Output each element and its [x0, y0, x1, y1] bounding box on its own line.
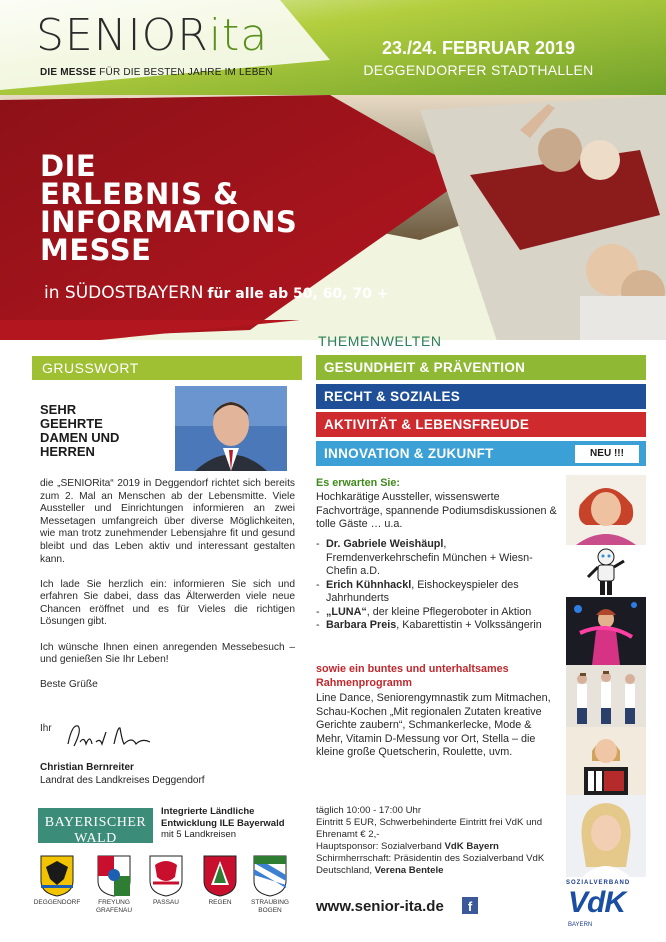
- letter-paragraph: die „SENIORita“ 2019 in Deggendorf richtet sich bereits zum 2. Mal an Menschen ab der Lebensmitte. Viele Aussteller und Einrichtungen informieren an zwei Messetagen umfangreich über diverse Möglichkeiten, wie man trotz zunehmender Lebensjahre fit und gesund bleibt und das Leben aktiv und interessant gestalten kann.: [40, 478, 295, 565]
- crest-label: STRAUBING BOGEN: [251, 899, 289, 914]
- letter-paragraph: Ich wünsche Ihnen einen anregenden Messebesuch – und genießen Sie Ihr Leben!: [40, 641, 295, 666]
- headline: [40, 149, 298, 267]
- new-badge: NEU !!!: [575, 445, 639, 463]
- vdk-logo: SOZIALVERBAND VdK BAYERN: [566, 880, 631, 928]
- signer-name: Christian Bernreiter: [40, 762, 134, 773]
- crest-label: FREYUNG GRAFENAU: [95, 899, 133, 914]
- headline-line: ERLEBNIS &: [40, 177, 239, 211]
- theme-bar: RECHT & SOZIALES: [316, 384, 646, 409]
- patronage: Schirmherrschaft: Präsidentin des Sozialverband VdK Deutschland, Verena Bentele: [316, 853, 545, 876]
- bayerischer-wald-logo: BAYERISCHER WALD DIE HEIMATREGION: [38, 808, 153, 843]
- deggendorf-crest-icon: [40, 855, 74, 897]
- regen-crest-icon: [203, 855, 237, 897]
- entry-fees: Eintritt 5 EUR, Schwerbehinderte Eintritt frei VdK und Ehrenamt € 2,-: [316, 817, 543, 840]
- headline-line: MESSE: [40, 233, 152, 267]
- robot-luna-photo: [566, 545, 646, 597]
- signer-title: Landrat des Landkreises Deggendorf: [40, 775, 205, 786]
- salutation: SEHR GEEHRTE DAMEN UND HERREN: [40, 402, 120, 459]
- main-sponsor: Hauptsponsor: Sozialverband VdK Bayern: [316, 841, 499, 852]
- themenwelten-title: THEMENWELTEN: [318, 333, 442, 349]
- portrait-photo: [175, 386, 287, 471]
- grusswort-label: GRUSSWORT: [42, 360, 139, 376]
- event-date: 23./24. FEBRUAR 2019: [381, 38, 576, 58]
- crest-label: REGEN: [208, 899, 232, 906]
- event-venue: DEGGENDORFER STADTHALLEN: [363, 62, 594, 78]
- opening-hours: täglich 10:00 - 17:00 Uhr: [316, 805, 422, 816]
- age-groups: für alle ab 50, 60, 70 +: [207, 286, 389, 302]
- rahmenprogramm-heading: sowie ein buntes und unterhaltsames Rahmenprogramm: [316, 663, 509, 689]
- signer-block: [40, 761, 205, 787]
- list-item: - Erich Kühnhackl, Eishockeyspieler des Jahrhunderts: [316, 579, 561, 606]
- senior-ita-logo: SENIORita: [36, 10, 269, 61]
- guest-list: [316, 538, 561, 633]
- expect-heading: Es erwarten Sie:: [316, 477, 401, 489]
- ile-text: Integrierte Ländliche Entwicklung ILE Bayerwald mit 5 Landkreisen: [161, 806, 285, 840]
- letter-paragraph: Ich lade Sie herzlich ein: informieren Sie sich und erfahren Sie dabei, dass das Älterwerden viele neue Chancen eröffnet und es für Vieles die richtigen Lösungen gibt.: [40, 578, 295, 628]
- passau-crest-icon: [149, 855, 183, 897]
- headline-line: DIE: [40, 149, 97, 183]
- stage-photo-preis: [566, 597, 646, 665]
- guest-photo-weishaeupl: [566, 475, 646, 545]
- dance-photo: [566, 665, 646, 727]
- guest-photo-stella: [566, 795, 646, 877]
- theme-bar: GESUNDHEIT & PRÄVENTION: [316, 355, 646, 380]
- crest-label: DEGGENDORF: [33, 899, 81, 906]
- headline-line: INFORMATIONS: [40, 205, 298, 239]
- theme-bar: INNOVATION & ZUKUNFT: [316, 441, 646, 466]
- rahmenprogramm-text: Line Dance, Seniorengymnastik zum Mitmachen, Schau-Kochen „Mit regionalen Zutaten kreative Gerichte zaubern“, Schmankerlecke, Mode & Mehr, Vitamin D-Messung vor Ort, Stella – die kleine große Quetscherin, Roulette, uvm.: [316, 692, 551, 758]
- letter-closing: Beste Grüße: [40, 679, 98, 691]
- list-item: - „LUNA“, der kleine Pflegeroboter in Aktion: [316, 606, 561, 620]
- event-info: [316, 805, 556, 877]
- accordion-girl-photo: [566, 727, 646, 795]
- greeting-letter: [40, 478, 295, 704]
- list-item: - Barbara Preis, Kabarettistin + Volkssängerin: [316, 619, 561, 633]
- logo-tagline: DIE MESSE FÜR DIE BESTEN JAHRE IM LEBEN: [40, 67, 273, 78]
- freyung-grafenau-crest-icon: [97, 855, 131, 897]
- facebook-icon[interactable]: f: [462, 897, 478, 914]
- signature-image: [62, 718, 157, 754]
- region-line: in SÜDOSTBAYERN für alle ab 50, 60, 70 +: [44, 283, 389, 303]
- crest-label: PASSAU: [153, 899, 179, 906]
- expect-intro: Hochkarätige Aussteller, wissenswerte Fachvorträge, spannende Podiumsdiskussionen & tolle Gäste … u.a.: [316, 491, 557, 530]
- list-item: - Dr. Gabriele Weishäupl, Fremdenverkehrschefin München + Wiesn-Chefin a.D.: [316, 538, 561, 579]
- straubing-bogen-crest-icon: [253, 855, 287, 897]
- theme-bar: AKTIVITÄT & LEBENSFREUDE: [316, 412, 646, 437]
- website-link[interactable]: www.senior-ita.de: [316, 898, 444, 915]
- sign-prefix: Ihr: [40, 723, 52, 734]
